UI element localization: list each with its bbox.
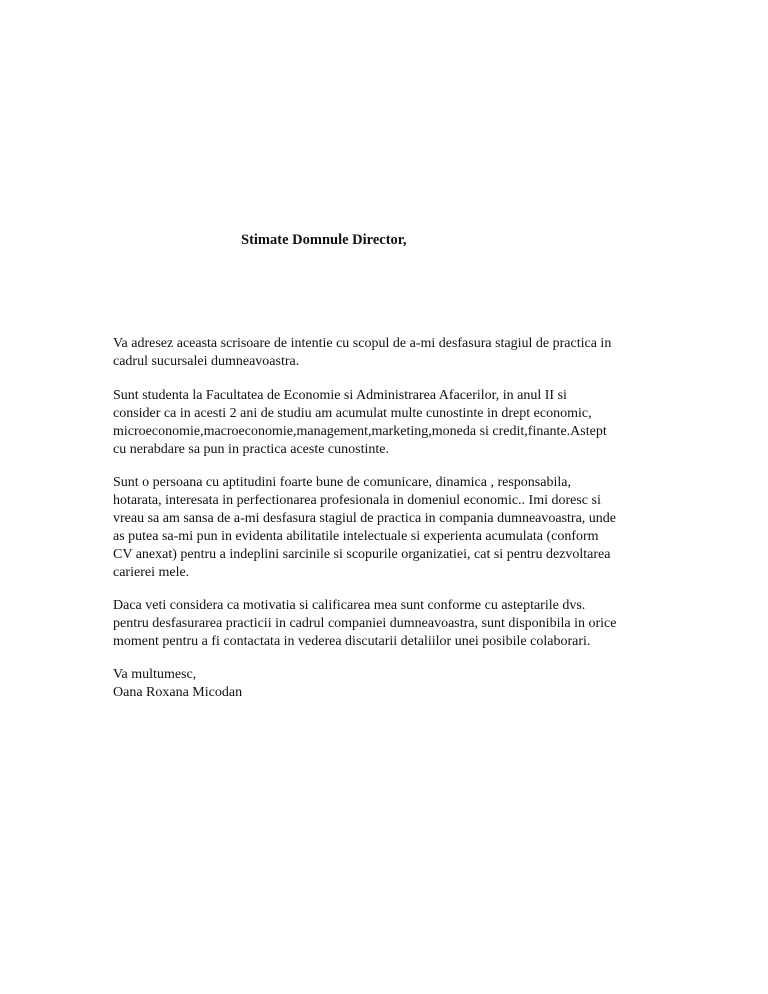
paragraph-skills [113, 474, 673, 582]
paragraph-availability [113, 597, 673, 651]
text-line: microeconomie,macroeconomie,management,marketing,moneda si credit,finante.Astept [113, 424, 607, 439]
signature-name: Oana Roxana Micodan [113, 685, 243, 700]
text-line: pentru desfasurarea practicii in cadrul companiei dumneavoastra, sunt disponibila in orice [113, 616, 617, 631]
text-line: cadrul sucursalei dumneavoastra. [113, 354, 300, 369]
text-line: Daca veti considera ca motivatia si calificarea mea sunt conforme cu asteptarile dvs. [113, 598, 586, 613]
text-line: carierei mele. [113, 565, 190, 580]
text-line: Sunt studenta la Facultatea de Economie si Administrarea Afacerilor, in anul II si [113, 388, 567, 403]
text-line: as putea sa-mi pun in evidenta abilitatile intelectuale si experienta acumulata (conform [113, 529, 599, 544]
closing-block [113, 666, 673, 702]
closing-line: Va multumesc, [113, 667, 197, 682]
paragraph-studies [113, 387, 673, 459]
paragraph-intro [113, 335, 673, 371]
text-line: Va adresez aceasta scrisoare de intentie cu scopul de a-mi desfasura stagiul de practica in [113, 336, 612, 351]
text-line: moment pentru a fi contactata in vederea discutarii detaliilor unei posibile colaborari. [113, 634, 591, 649]
text-line: consider ca in acesti 2 ani de studiu am acumulat multe cunostinte in drept economic, [113, 406, 592, 421]
text-line: vreau sa am sansa de a-mi desfasura stagiul de practica in compania dumneavoastra, unde [113, 511, 617, 526]
text-line: cu nerabdare sa pun in practica aceste cunostinte. [113, 442, 389, 457]
text-line: hotarata, interesata in perfectionarea profesionala in domeniul economic.. Imi doresc si [113, 493, 601, 508]
salutation: Stimate Domnule Director, [241, 232, 407, 248]
text-line: Sunt o persoana cu aptitudini foarte bune de comunicare, dinamica , responsabila, [113, 475, 571, 490]
text-line: CV anexat) pentru a indeplini sarcinile si scopurile organizatiei, cat si pentru dezvoltarea [113, 547, 611, 562]
